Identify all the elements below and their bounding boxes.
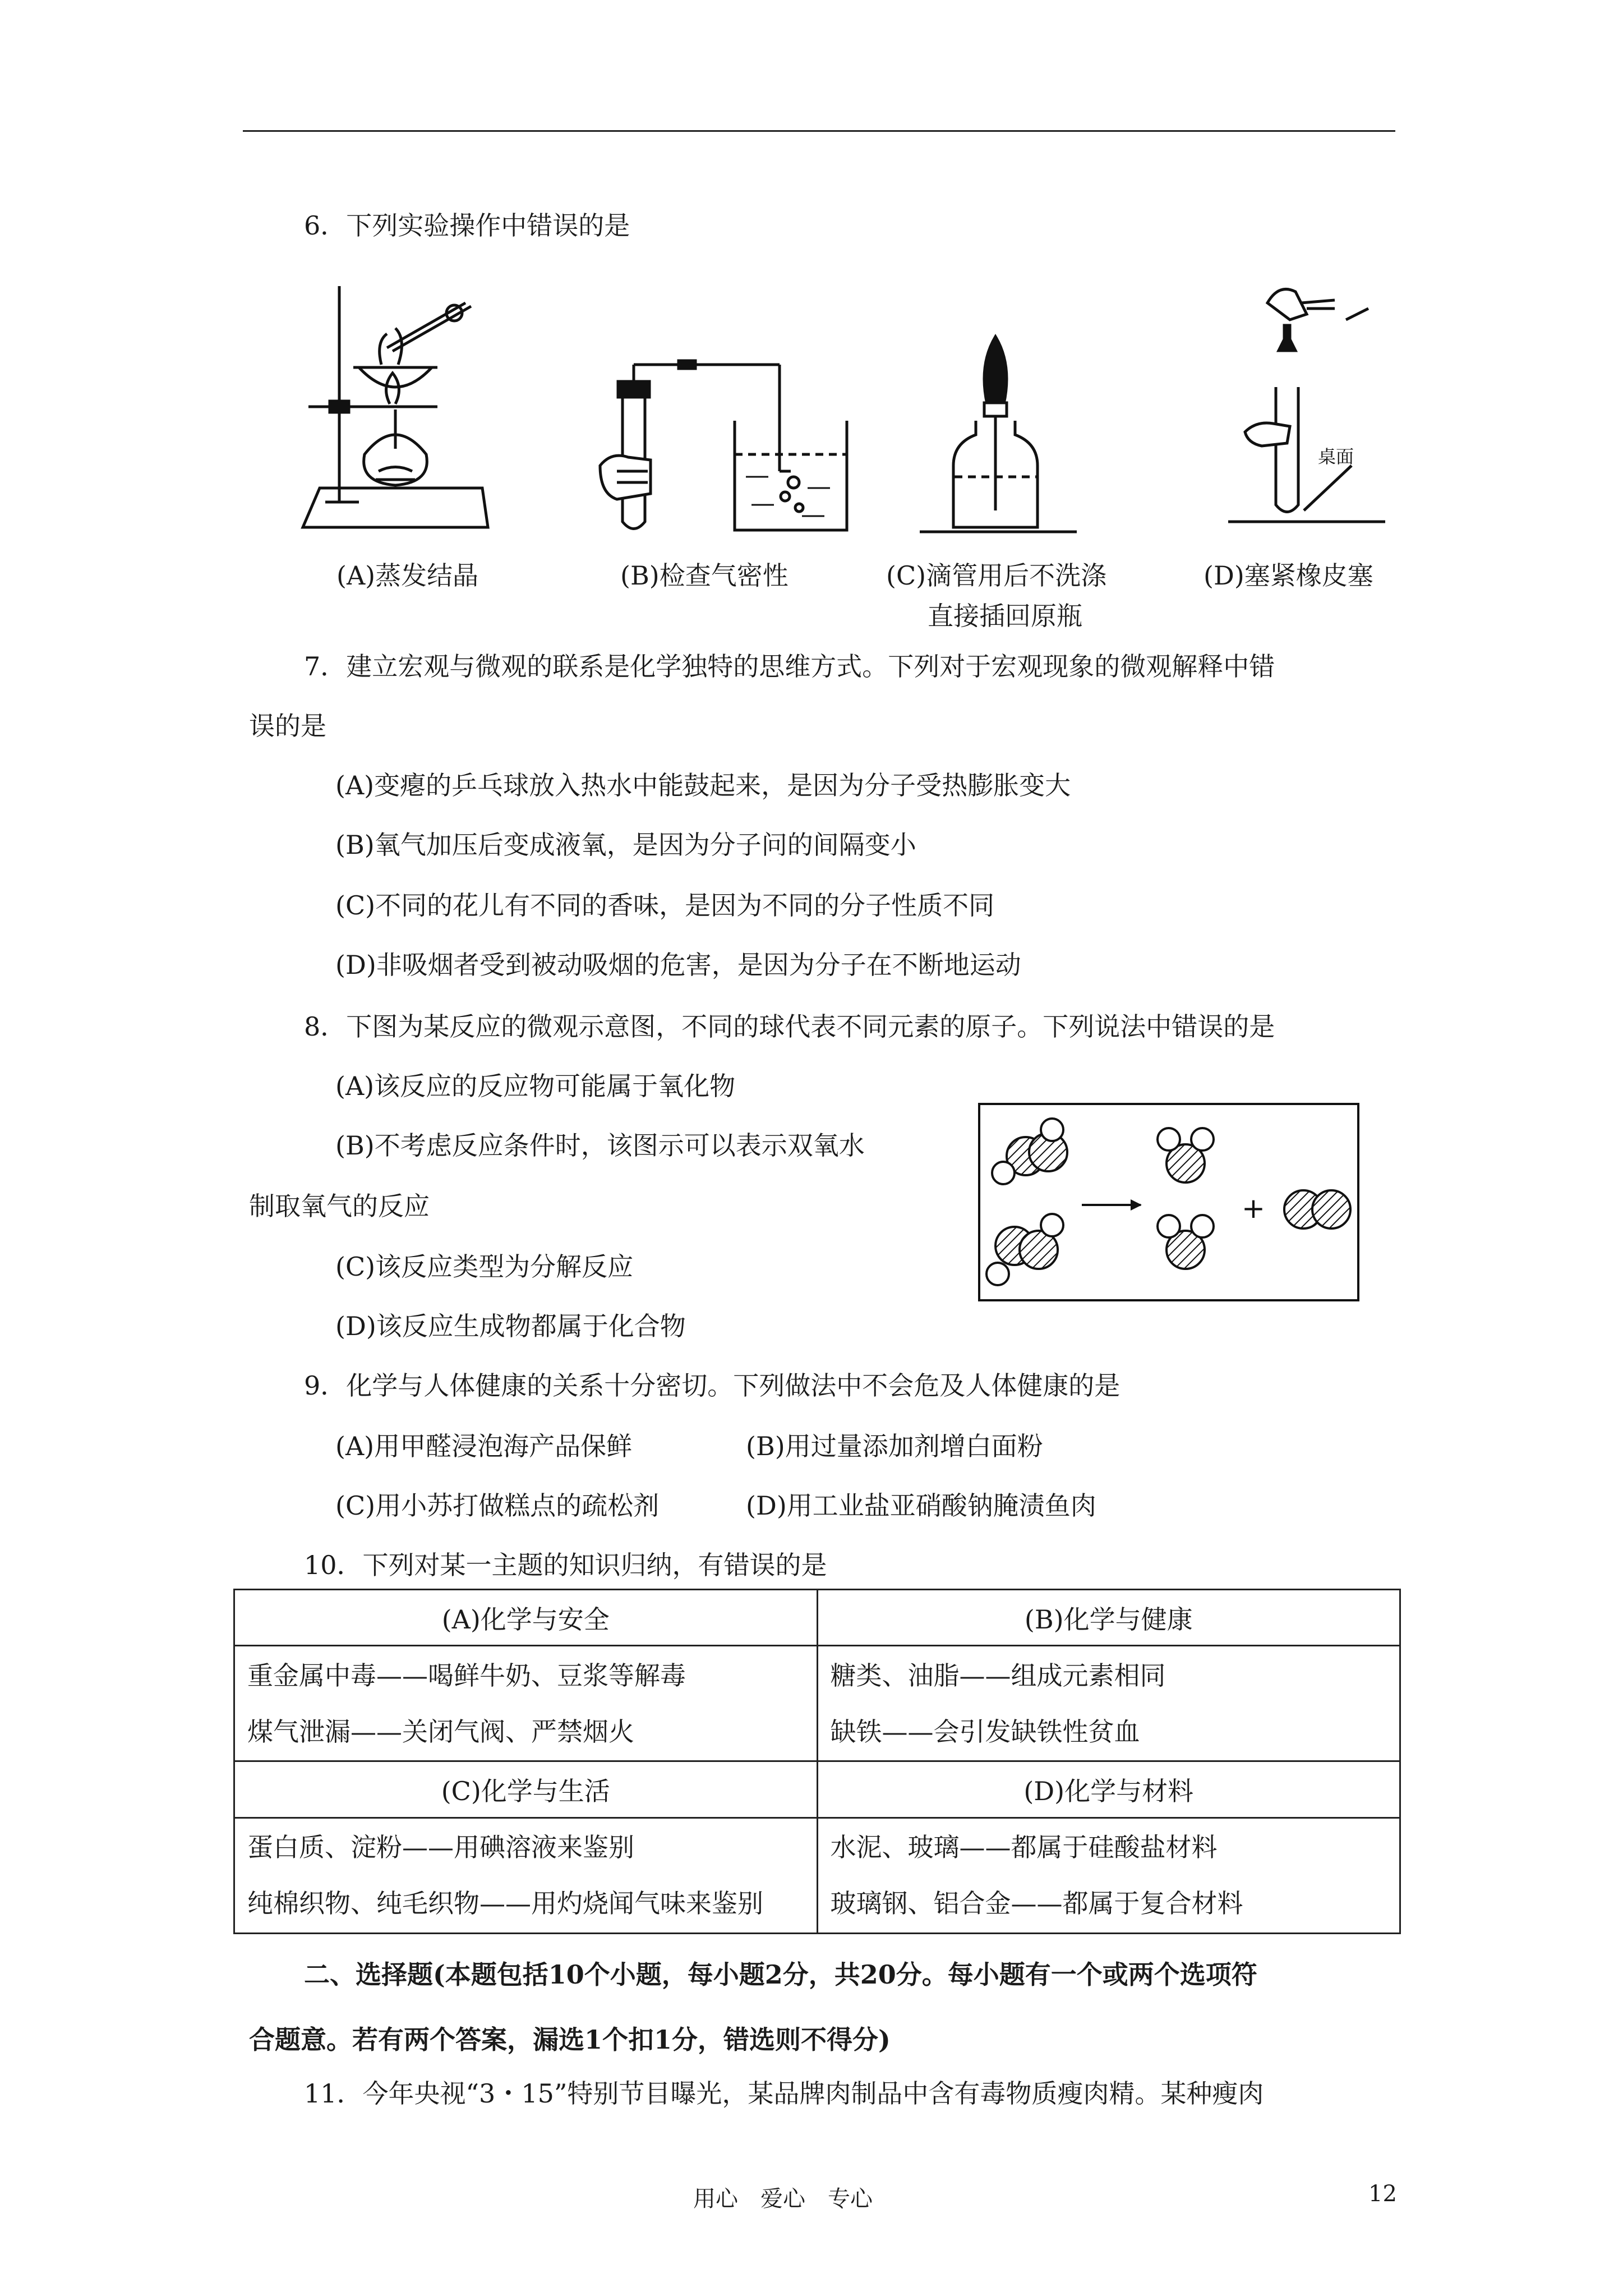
q9-option-b: (B)用过量添加剂增白面粉 (746, 1431, 1043, 1461)
reaction-diagram (978, 1103, 1359, 1301)
q9-stem: 9．化学与人体健康的关系十分密切。下列做法中不会危及人体健康的是 (304, 1370, 1121, 1401)
cell-d-line2: 玻璃钢、铝合金——都属于复合材料 (830, 1888, 1243, 1919)
cell-a-line2: 煤气泄漏——关闭气阀、严禁烟火 (247, 1716, 634, 1747)
cell-c-body (234, 1818, 818, 1933)
q9-option-d: (D)用工业盐亚硝酸钠腌渍鱼肉 (746, 1490, 1096, 1521)
cell-c-line1: 蛋白质、淀粉——用碘溶液来鉴别 (247, 1832, 634, 1863)
section2-line2: 合题意。若有两个答案，漏选1个扣1分，错选则不得分) (249, 2024, 891, 2055)
cell-a-head: (A)化学与安全 (234, 1590, 818, 1646)
q6-option-c-line2: 直接插回原瓶 (928, 601, 1082, 631)
knowledge-table (233, 1589, 1401, 1934)
cell-d-body (817, 1818, 1400, 1933)
q8-option-b-line1: (B)不考虑反应条件时，该图示可以表示双氧水 (335, 1130, 865, 1161)
q9-option-a: (A)用甲醛浸泡海产品保鲜 (335, 1431, 633, 1461)
cell-a-line1: 重金属中毒——喝鲜牛奶、豆浆等解毒 (247, 1660, 686, 1691)
page-number: 12 (1368, 2181, 1397, 2207)
q7-option-c: (C)不同的花儿有不同的香味，是因为不同的分子性质不同 (335, 890, 995, 921)
q8-stem: 8．下图为某反应的微观示意图，不同的球代表不同元素的原子。下列说法中错误的是 (304, 1011, 1275, 1042)
q7-option-b: (B)氧气加压后变成液氧，是因为分子问的间隔变小 (335, 830, 916, 860)
q7-stem-line1: 7．建立宏观与微观的联系是化学独特的思维方式。下列对于宏观现象的微观解释中错 (304, 651, 1275, 682)
q8-option-d: (D)该反应生成物都属于化合物 (335, 1311, 686, 1341)
cell-b-line2: 缺铁——会引发缺铁性贫血 (830, 1716, 1140, 1747)
q11-stem: 11．今年央视“3・15”特别节目曝光，某品牌肉制品中含有毒物质瘦肉精。某种瘦肉 (304, 2078, 1264, 2109)
q6-stem: 6．下列实验操作中错误的是 (304, 210, 630, 241)
plus-sign: + (1242, 1192, 1265, 1225)
q6-option-d: (D)塞紧橡皮塞 (1204, 560, 1373, 591)
cell-b-body (817, 1646, 1400, 1761)
figure-dropper (914, 331, 1082, 539)
q7-option-d: (D)非吸烟者受到被动吸烟的危害，是因为分子在不断地运动 (335, 950, 1021, 980)
q6-option-a: (A)蒸发结晶 (336, 560, 479, 591)
q6-option-c-line1: (C)滴管用后不洗涤 (886, 560, 1107, 591)
q7-option-a: (A)变瘪的乒乓球放入热水中能鼓起来，是因为分子受热膨胀变大 (335, 770, 1071, 800)
q10-stem: 10．下列对某一主题的知识归纳，有错误的是 (304, 1550, 827, 1580)
q8-option-c: (C)该反应类型为分解反应 (335, 1251, 634, 1282)
header-rule (243, 130, 1395, 132)
footer-slogan: 用心 爱心 专心 (693, 2186, 873, 2212)
cell-c-head: (C)化学与生活 (234, 1761, 818, 1818)
cell-a-body (234, 1646, 818, 1761)
cell-d-head: (D)化学与材料 (817, 1761, 1400, 1818)
cell-c-line2: 纯棉织物、纯毛织物——用灼烧闻气味来鉴别 (247, 1888, 763, 1919)
desk-label: 桌面 (1318, 446, 1354, 467)
cell-d-line1: 水泥、玻璃——都属于硅酸盐材料 (830, 1832, 1218, 1863)
q6-option-b: (B)检查气密性 (620, 560, 789, 591)
figure-stopper (1223, 280, 1391, 527)
q8-option-b-line2: 制取氧气的反应 (249, 1191, 430, 1221)
figure-evaporation (297, 280, 499, 539)
cell-b-line1: 糖类、油脂——组成元素相同 (830, 1660, 1166, 1691)
cell-b-head: (B)化学与健康 (817, 1590, 1400, 1646)
q9-option-c: (C)用小苏打做糕点的疏松剂 (335, 1490, 660, 1521)
figure-airtightness (594, 359, 852, 539)
section2-line1: 二、选择题(本题包括10个小题，每小题2分，共20分。每小题有一个或两个选项符 (304, 1959, 1257, 1990)
q7-stem-line2: 误的是 (249, 711, 326, 741)
q8-option-a: (A)该反应的反应物可能属于氧化物 (335, 1071, 736, 1101)
